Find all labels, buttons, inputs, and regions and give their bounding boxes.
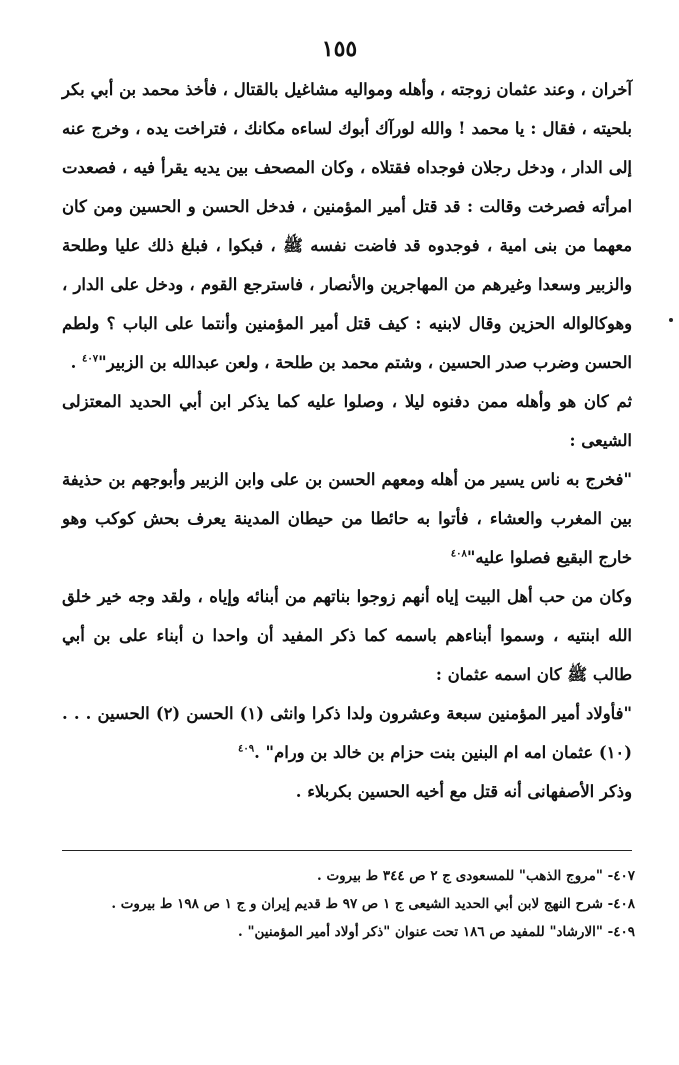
quote-text: "فخرج به ناس يسير من أهله ومعهم الحسن بن على وابن الزبير وأبوجهم بن حذيفة بين المغرب والعشاء ، فأتوا به حائطا من حيطان المدينة يعرف بحش كوكب وهو خارج البقيع فصلوا عليه" xyxy=(62,470,632,567)
paragraph-isfahani: وذكر الأصفهانى أنه قتل مع أخيه الحسين بكربلاء . xyxy=(295,782,632,801)
footnote-ref-407: ٤٠٧ xyxy=(82,353,99,365)
footnote-ref-408: ٤٠٨ xyxy=(450,548,467,560)
footnote-ref-409: ٤٠٩ xyxy=(237,743,255,755)
main-text xyxy=(62,70,632,811)
margin-mark xyxy=(669,318,673,322)
footnote-408: ٤٠٨- شرح النهج لابن أبي الحديد الشيعى ج ١ ص ٩٧ ط قديم إيران و ج ١ ص ١٩٨ ط بيروت . xyxy=(111,896,635,912)
quote-ibn-abi-al-hadid xyxy=(62,460,632,577)
paragraph-text: آخران ، وعند عثمان زوجته ، وأهله ومواليه مشاغيل بالقتال ، فأخذ محمد بن أبي بكر بلحيته ، فقال : يا محمد ! والله لورآك أبوك لساءه مكانك ، فتراخت يده ، وخرج عنه إلى الدار ، ودخل رجلان فوجداه فقتلاه ، وكان المصحف بين يديه يقرأ فيه ، فصعدت امرأته فصرخت وقالت : قد قتل أمير المؤمنين ، فدخل الحسن و الحسين ومن كان معهما من بنى امية ، فوجدوه قد فاضت نفسه ﷺ ، فبكوا ، فبلغ ذلك عليا وطلحة والزبير وسعدا وغيرهم من المهاجرين والأنصار ، فاسترجع القوم ، ودخل على الدار ، وهوكالواله الحزين وقال لابنيه : كيف قتل أمير المؤمنين وأنتما على الباب ؟ ولطم الحسن وضرب صدر الحسين ، وشتم محمد بن طلحة ، ولعن عبدالله بن الزبير" xyxy=(62,80,632,372)
footnote-divider xyxy=(62,850,632,851)
page-number: ١٥٥ xyxy=(321,36,358,62)
paragraph-burial-intro: ثم كان هو وأهله ممن دفنوه ليلا ، وصلوا عليه كما يذكر ابن أبي الحديد المعتزلى الشيعى : xyxy=(62,392,632,450)
footnotes xyxy=(50,862,635,946)
footnote-407: ٤٠٧- "مروج الذهب" للمسعودى ج ٢ ص ٣٤٤ ط بيروت . xyxy=(317,868,635,884)
footnote-409: ٤٠٩- "الارشاد" للمفيد ص ١٨٦ تحت عنوان "ذكر أولاد أمير المؤمنين" . xyxy=(238,924,635,940)
paragraph-naming: وكان من حب أهل البيت إياه أنهم زوجوا بناتهم من أبنائه وإياه ، ولقد وجه خير خلق الله ابنتيه ، وسموا أبناءهم باسمه كما ذكر المفيد أن واحدا ن أبناء على بن أبي طالب ﷺ كان اسمه عثمان : xyxy=(62,587,632,684)
quote-text: "فأولاد أمير المؤمنين سبعة وعشرون ولدا ذكرا وانثى (١) الحسن (٢) الحسين . . . (١٠) عثمان امه ام البنين بنت حزام بن خالد بن ورام" . xyxy=(62,704,632,762)
quote-mufid xyxy=(62,694,632,772)
paragraph-uthman-killing: آخران ، وعند عثمان زوجته ، وأهله ومواليه مشاغيل بالقتال ، فأخذ محمد بن أبي بكر بلحيته ، فقال : يا محمد ! والله لورآك أبوك لساءه مكانك ، فتراخت يده ، وخرج عنه إلى الدار ، ودخل رجلان فوجداه فقتلاه ، وكان المصحف بين يديه يقرأ فيه ، فصعدت امرأته فصرخت وقالت : قد قتل أمير المؤمنين ، فدخل الحسن و الحسين ومن كان معهما من بنى امية ، فوجدوه قد فاضت نفسه ﷺ ، فبكوا ، فبلغ ذلك عليا وطلحة والزبير وسعدا وغيرهم من المهاجرين والأنصار ، فاسترجع القوم ، ودخل على الدار ، وهوكالواله الحزين وقال لابنيه : كيف قتل أمير المؤمنين وأنتما على الباب ؟ ولطم الحسن وضرب صدر الحسين ، وشتم محمد بن طلحة ، ولعن عبدالله بن الزبير"$^{٤٠٧}$ . xyxy=(62,80,632,372)
